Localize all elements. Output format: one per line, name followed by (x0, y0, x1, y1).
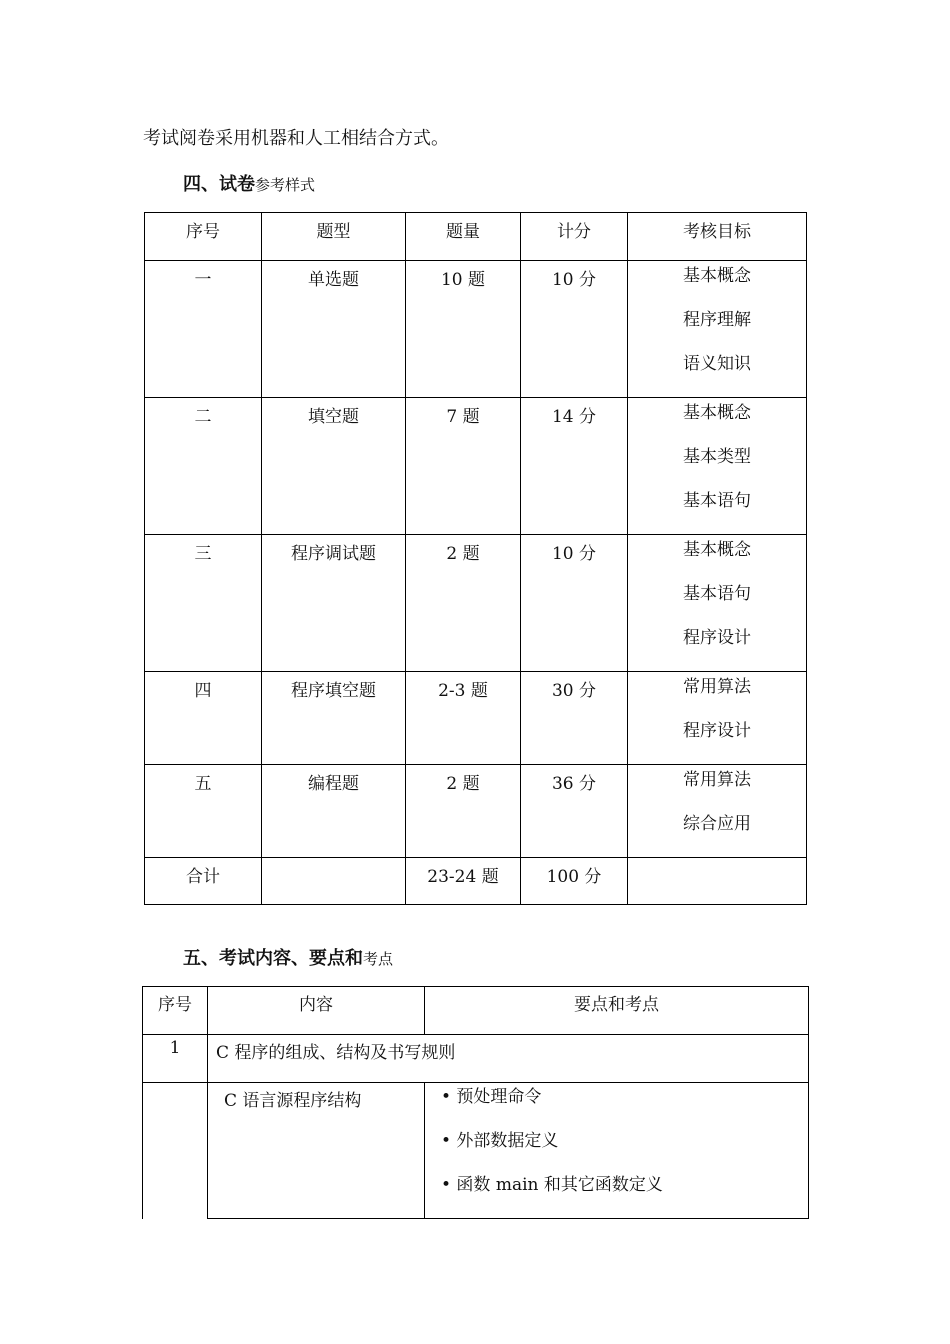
row-goals (628, 535, 807, 672)
row-count: 2 题 (406, 765, 521, 858)
row-type: 单选题 (262, 261, 406, 398)
exam-format-table (144, 212, 807, 905)
row-type: 程序调试题 (262, 535, 406, 672)
row-no (143, 1083, 208, 1219)
goal-item: 语义知识 (683, 354, 751, 374)
section5-heading (183, 944, 393, 970)
header-cell: 考核目标 (628, 213, 807, 261)
row-no: 五 (145, 765, 262, 858)
exam-content-table (142, 986, 809, 1219)
row-no: 一 (145, 261, 262, 398)
header-cell: 计分 (521, 213, 628, 261)
group-row (143, 1035, 809, 1083)
goal-item: 基本语句 (683, 584, 751, 604)
row-points (425, 1083, 809, 1219)
header-cell: 序号 (145, 213, 262, 261)
table-row (145, 765, 807, 858)
section4-heading (183, 170, 315, 196)
table-row (145, 672, 807, 765)
header-cell: 题量 (406, 213, 521, 261)
row-goals (628, 672, 807, 765)
row-score: 10 分 (521, 535, 628, 672)
row-content: C 语言源程序结构 (208, 1083, 425, 1219)
goal-item: 常用算法 (683, 677, 751, 697)
row-type: 编程题 (262, 765, 406, 858)
row-score: 30 分 (521, 672, 628, 765)
row-score: 10 分 (521, 261, 628, 398)
row-goals (628, 398, 807, 535)
table-row (145, 398, 807, 535)
header-cell: 内容 (208, 987, 425, 1035)
table-row (145, 535, 807, 672)
row-type: 填空题 (262, 398, 406, 535)
row-score: 36 分 (521, 765, 628, 858)
table-row (143, 1083, 809, 1219)
section4-title-bold: 四、试卷 (183, 174, 255, 195)
row-no: 四 (145, 672, 262, 765)
intro-paragraph: 考试阅卷采用机器和人工相结合方式。 (143, 128, 449, 149)
header-cell: 序号 (143, 987, 208, 1035)
point-item: • 预处理命令 (441, 1087, 542, 1107)
table-header-row (143, 987, 809, 1035)
point-item: • 外部数据定义 (441, 1131, 559, 1151)
row-goals (628, 765, 807, 858)
total-type (262, 858, 406, 905)
point-item: • 函数 main 和其它函数定义 (441, 1175, 663, 1195)
header-cell: 要点和考点 (425, 987, 809, 1035)
goal-item: 基本概念 (683, 403, 751, 423)
row-count: 10 题 (406, 261, 521, 398)
header-cell: 题型 (262, 213, 406, 261)
table-row (145, 261, 807, 398)
group-no: 1 (143, 1035, 208, 1083)
row-type: 程序填空题 (262, 672, 406, 765)
row-score: 14 分 (521, 398, 628, 535)
goal-item: 基本概念 (683, 266, 751, 286)
row-count: 2 题 (406, 535, 521, 672)
goal-item: 综合应用 (683, 814, 751, 834)
goal-item: 基本类型 (683, 447, 751, 467)
goal-item: 基本语句 (683, 491, 751, 511)
section4-title-normal: 参考样式 (255, 176, 316, 194)
total-count: 23-24 题 (406, 858, 521, 905)
row-goals (628, 261, 807, 398)
total-score: 100 分 (521, 858, 628, 905)
table-total-row (145, 858, 807, 905)
group-title: C 程序的组成、结构及书写规则 (208, 1035, 809, 1083)
row-count: 2-3 题 (406, 672, 521, 765)
goal-item: 常用算法 (683, 770, 751, 790)
total-goals (628, 858, 807, 905)
goal-item: 基本概念 (683, 540, 751, 560)
goal-item: 程序理解 (683, 310, 751, 330)
goal-item: 程序设计 (683, 628, 751, 648)
row-no: 三 (145, 535, 262, 672)
goal-item: 程序设计 (683, 721, 751, 741)
section5-title-bold: 五、考试内容、要点和 (183, 948, 363, 969)
row-no: 二 (145, 398, 262, 535)
total-label: 合计 (145, 858, 262, 905)
table-header-row (145, 213, 807, 261)
section5-title-normal: 考点 (363, 950, 394, 968)
row-count: 7 题 (406, 398, 521, 535)
